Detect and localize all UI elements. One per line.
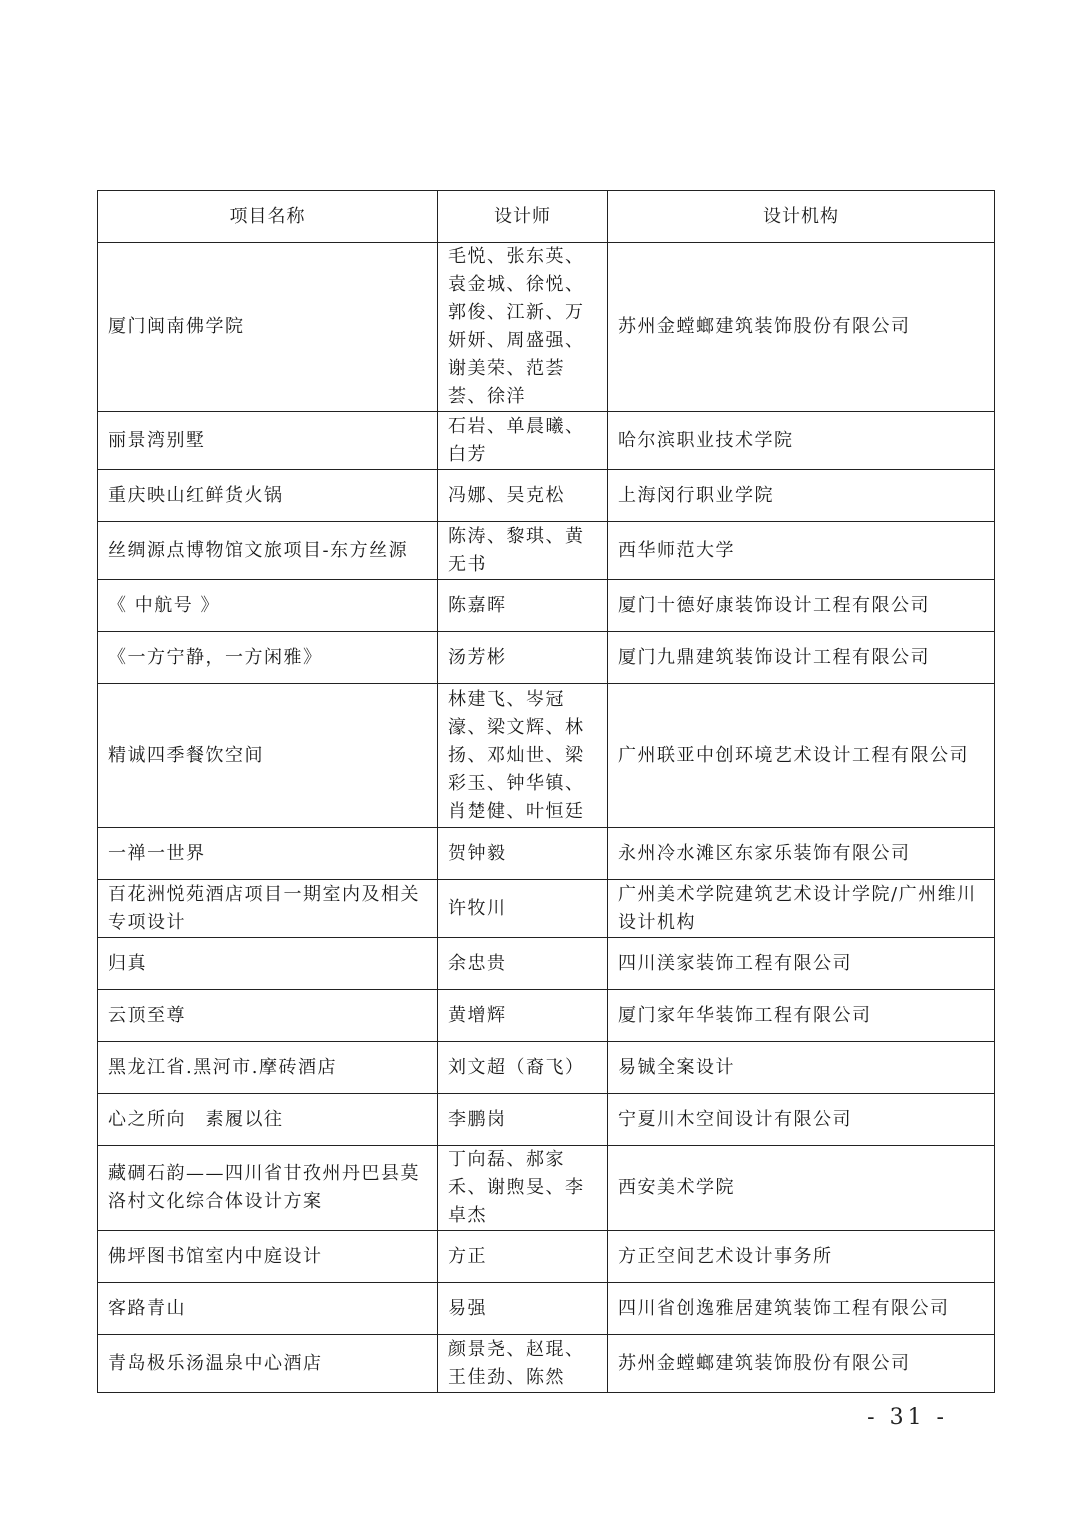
table-row [98,938,995,990]
cell-project-name: 精诚四季餐饮空间 [98,684,438,828]
cell-project-name: 《一方宁静，一方闲雅》 [98,632,438,684]
cell-organization: 苏州金螳螂建筑装饰股份有限公司 [608,243,995,412]
cell-project-name: 丽景湾别墅 [98,412,438,470]
table-row [98,522,995,580]
cell-organization: 厦门家年华装饰工程有限公司 [608,990,995,1042]
cell-project-name: 黑龙江省.黑河市.摩砖酒店 [98,1042,438,1094]
cell-organization: 苏州金螳螂建筑装饰股份有限公司 [608,1335,995,1393]
cell-project-name: 厦门闽南佛学院 [98,243,438,412]
table-row [98,243,995,412]
cell-designer: 贺钟毅 [438,828,608,880]
cell-organization: 广州联亚中创环境艺术设计工程有限公司 [608,684,995,828]
cell-designer: 颜景尧、赵琨、王佳劲、陈然 [438,1335,608,1393]
cell-designer: 毛悦、张东英、袁金城、徐悦、郭俊、江新、万妍妍、周盛强、谢美荣、范荟荟、徐洋 [438,243,608,412]
cell-organization: 厦门十德好康装饰设计工程有限公司 [608,580,995,632]
table-row [98,684,995,828]
cell-organization: 厦门九鼎建筑装饰设计工程有限公司 [608,632,995,684]
table-row [98,470,995,522]
cell-designer: 易强 [438,1283,608,1335]
cell-organization: 宁夏川木空间设计有限公司 [608,1094,995,1146]
cell-designer: 丁向磊、郝家禾、谢煦旻、李卓杰 [438,1146,608,1231]
page-number: - 31 - [867,1405,948,1430]
table-row [98,412,995,470]
table-row [98,880,995,938]
cell-designer: 余忠贵 [438,938,608,990]
cell-project-name: 客路青山 [98,1283,438,1335]
cell-designer: 石岩、单晨曦、白芳 [438,412,608,470]
table-row [98,1335,995,1393]
header-designer: 设计师 [438,191,608,243]
table-row [98,580,995,632]
table-header-row [98,191,995,243]
cell-project-name: 《 中航号 》 [98,580,438,632]
table-row [98,1042,995,1094]
table-row [98,1094,995,1146]
cell-project-name: 云顶至尊 [98,990,438,1042]
cell-organization: 四川省创逸雅居建筑装饰工程有限公司 [608,1283,995,1335]
cell-organization: 西华师范大学 [608,522,995,580]
cell-organization: 永州冷水滩区东家乐装饰有限公司 [608,828,995,880]
award-table [97,190,995,1393]
table-row [98,1283,995,1335]
cell-organization: 方正空间艺术设计事务所 [608,1231,995,1283]
cell-organization: 西安美术学院 [608,1146,995,1231]
cell-organization: 四川渼家装饰工程有限公司 [608,938,995,990]
cell-designer: 李鹏岗 [438,1094,608,1146]
cell-designer: 黄增辉 [438,990,608,1042]
cell-designer: 冯娜、吴克松 [438,470,608,522]
header-project-name: 项目名称 [98,191,438,243]
cell-project-name: 一禅一世界 [98,828,438,880]
cell-project-name: 归真 [98,938,438,990]
cell-project-name: 青岛极乐汤温泉中心酒店 [98,1335,438,1393]
cell-designer: 许牧川 [438,880,608,938]
table-row [98,632,995,684]
table-row [98,1231,995,1283]
cell-organization: 广州美术学院建筑艺术设计学院/广州维川设计机构 [608,880,995,938]
table-row [98,990,995,1042]
cell-designer: 林建飞、岑冠濠、梁文辉、林扬、邓灿世、梁彩玉、钟华镇、肖楚健、叶恒廷 [438,684,608,828]
table-row [98,1146,995,1231]
header-organization: 设计机构 [608,191,995,243]
cell-organization: 易铖全案设计 [608,1042,995,1094]
table-row [98,828,995,880]
cell-project-name: 藏碉石韵——四川省甘孜州丹巴县莫洛村文化综合体设计方案 [98,1146,438,1231]
cell-organization: 哈尔滨职业技术学院 [608,412,995,470]
cell-designer: 刘文超（裔飞） [438,1042,608,1094]
cell-designer: 汤芳彬 [438,632,608,684]
cell-project-name: 百花洲悦苑酒店项目一期室内及相关专项设计 [98,880,438,938]
cell-designer: 方正 [438,1231,608,1283]
cell-project-name: 佛坪图书馆室内中庭设计 [98,1231,438,1283]
cell-designer: 陈涛、黎琪、黄无书 [438,522,608,580]
cell-designer: 陈嘉晖 [438,580,608,632]
cell-project-name: 重庆映山红鲜货火锅 [98,470,438,522]
cell-organization: 上海闵行职业学院 [608,470,995,522]
cell-project-name: 心之所向 素履以往 [98,1094,438,1146]
cell-project-name: 丝绸源点博物馆文旅项目-东方丝源 [98,522,438,580]
